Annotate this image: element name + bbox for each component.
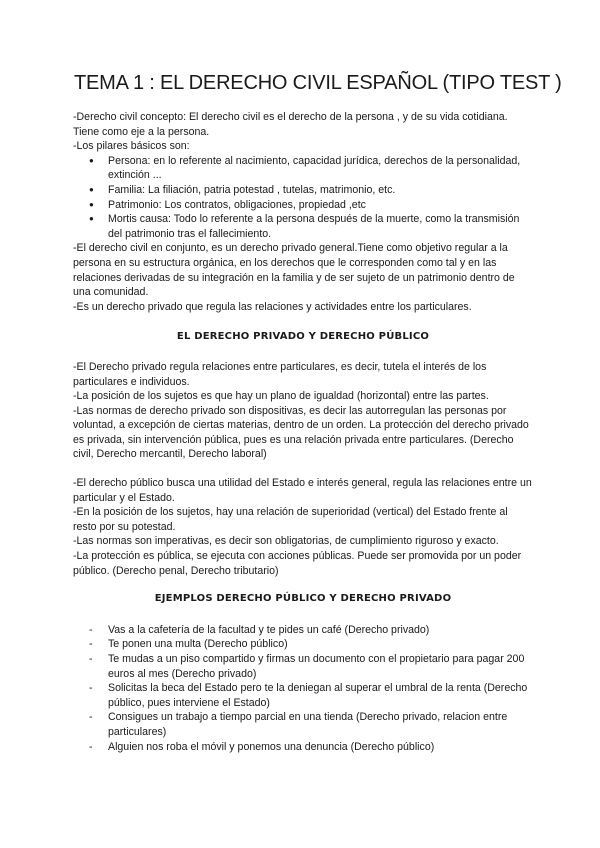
privado-paragraph: -Es un derecho privado que regula las relaciones y actividades entre los particulares.	[73, 300, 472, 313]
paragraph: -El derecho público busca una utilidad del Estado e interés general, regula las relaciones entre un particular y el Estado.	[73, 477, 532, 504]
pilares-list	[73, 154, 533, 242]
conjunto-paragraph: -El derecho civil en conjunto, es un derecho privado general.Tiene como objetivo regular a la persona en su estructura orgánica, en los derechos que le corresponden como tal y en las relaciones derivadas de su integración en la familia y de ser sujeto de un patrimonio dentro de una comunidad.	[73, 242, 515, 299]
paragraph: -La posición de los sujetos es que hay un plano de igualdad (horizontal) entre las partes.	[73, 390, 489, 403]
list-item: - Vas a la cafetería de la facultad y te pides un café (Derecho privado)	[73, 623, 533, 638]
list-item: ● Mortis causa: Todo lo referente a la persona después de la muerte, como la transmisión del patrimonio tras el fallecimiento.	[73, 212, 533, 241]
document-body	[73, 110, 533, 754]
paragraph: -Las normas de derecho privado son dispositivas, es decir las autorregulan las personas por voluntad, a excepción de ciertas materias, dentro de un orden. La protección del derecho privado es privada, sin intervención pública, pues es una relación privada entre particulares. (Derecho civil, Derecho mercantil, Derecho laboral)	[73, 404, 529, 461]
pilares-label: -Los pilares básicos son:	[73, 140, 190, 153]
list-item: - Alguien nos roba el móvil y ponemos una denuncia (Derecho público)	[73, 740, 533, 755]
section-heading-privado-publico: EL DERECHO PRIVADO Y DERECHO PÚBLICO	[176, 331, 430, 343]
paragraph: -Las normas son imperativas, es decir son obligatorias, de cumplimiento riguroso y exacto.	[73, 535, 499, 548]
list-item: - Consigues un trabajo a tiempo parcial en una tienda (Derecho privado, relacion entre particulares)	[73, 710, 533, 739]
list-item: - Te ponen una multa (Derecho público)	[73, 637, 533, 652]
list-item: ● Persona: en lo referente al nacimiento, capacidad jurídica, derechos de la personalidad, extinción ...	[73, 154, 533, 183]
page-title: TEMA 1 : EL DERECHO CIVIL ESPAÑOL (TIPO TEST )	[74, 72, 562, 94]
list-item: - Te mudas a un piso compartido y firmas un documento con el propietario para pagar 200 euros al mes (Derecho privado)	[73, 652, 533, 681]
list-item: ● Patrimonio: Los contratos, obligaciones, propiedad ,etc	[73, 198, 533, 213]
ejemplos-list	[73, 623, 533, 754]
paragraph: -La protección es pública, se ejecuta con acciones públicas. Puede ser promovida por un poder público. (Derecho penal, Derecho tributario)	[73, 550, 522, 577]
section-heading-ejemplos: EJEMPLOS DERECHO PÚBLICO Y DERECHO PRIVADO	[154, 593, 452, 605]
paragraph: -En la posición de los sujetos, hay una relación de superioridad (vertical) del Estado frente al resto por su potestad.	[73, 506, 508, 533]
spacer	[73, 462, 533, 476]
concepto-line-1: -Derecho civil concepto: El derecho civil es el derecho de la persona , y de su vida cotidiana.	[73, 111, 508, 123]
paragraph: -El Derecho privado regula relaciones entre particulares, es decir, tutela el interés de los particulares e individuos.	[73, 360, 487, 388]
concepto-line-2: Tiene como eje a la persona.	[73, 125, 210, 138]
list-item: - Solicitas la beca del Estado pero te la deniegan al superar el umbral de la renta (Derecho público, pues interviene el Estado)	[73, 681, 533, 710]
list-item: ● Familia: La filiación, patria potestad , tutelas, matrimonio, etc.	[73, 183, 533, 198]
